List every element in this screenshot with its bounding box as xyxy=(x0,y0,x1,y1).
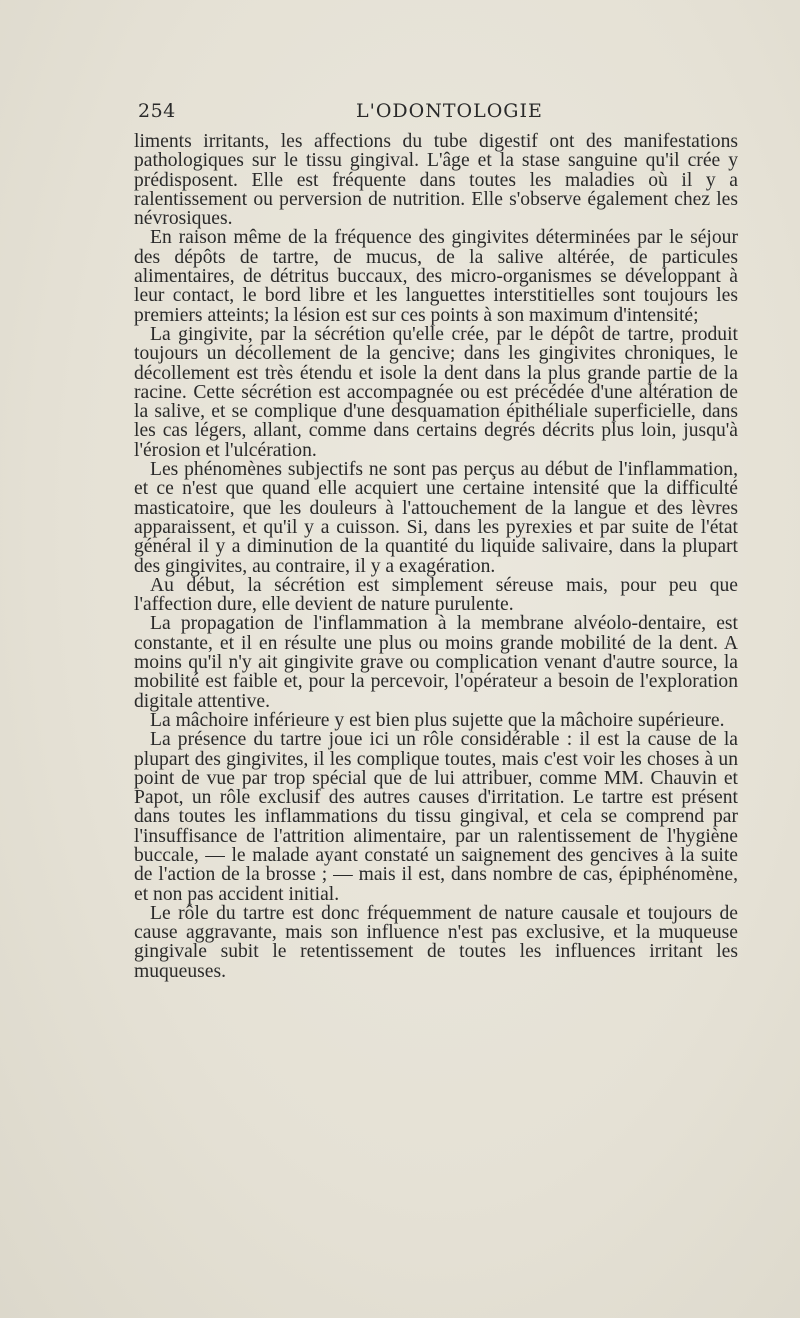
page-number: 254 xyxy=(138,100,176,122)
paragraph: En raison même de la fréquence des gingivites déterminées par le séjour des dépôts de tartre, de mucus, de la salive altérée, de particules alimentaires, de détritus buccaux, des micro-organismes se développant à leur contact, le bord libre et les languettes interstitielles sont toujours les premiers atteints; la lésion est sur ces points à son maximum d'intensité; xyxy=(134,227,738,326)
paragraph: Au début, la sécrétion est simplement séreuse mais, pour peu que l'affection dure, elle devient de nature purulente. xyxy=(134,574,738,616)
paragraph: La propagation de l'inflammation à la membrane alvéolo-dentaire, est constante, et il en résulte une plus ou moins grande mobilité de la dent. A moins qu'il n'y ait gingivite grave ou complication venant d'autre source, la mobilité est faible et, pour la percevoir, l'opérateur a besoin de l'exploration digitale attentive. xyxy=(134,613,738,712)
paragraph: Les phénomènes subjectifs ne sont pas perçus au début de l'inflammation, et ce n'est que quand elle acquiert une certaine intensité que la difficulté masticatoire, que les douleurs à l'attouchement de la langue et des lèvres apparaissent, et qu'il y a cuisson. Si, dans les pyrexies et par suite de l'état général il y a diminution de la quantité du liquide salivaire, dans la plupart des gingivites, au contraire, il y a exagération. xyxy=(134,459,738,577)
paragraph: La mâchoire inférieure y est bien plus sujette que la mâchoire supérieure. xyxy=(150,709,725,731)
paragraph: La gingivite, par la sécrétion qu'elle crée, par le dépôt de tartre, produit toujours un décollement de la gencive; dans les gingivites chroniques, le décollement est très étendu et isole la dent dans la plus grande partie de la racine. Cette sécrétion est accompagnée ou est précédée d'une altération de la salive, et se complique d'une desquamation épithéliale superficielle, dans les cas légers, allant, comme dans certains degrés décrits plus loin, jusqu'à l'érosion et l'ulcération. xyxy=(134,323,738,461)
paragraph: La présence du tartre joue ici un rôle considérable : il est la cause de la plupart des gingivites, il les complique toutes, mais c'est voir les choses à un point de vue par trop spécial que de lui attribuer, comme MM. Chauvin et Papot, un rôle exclusif des autres causes d'irritation. Le tartre est présent dans toutes les inflammations du tissu gingival, et cela se comprend par l'insuffisance de l'attrition alimentaire, par un ralentissement de l'hygiène buccale, — le malade ayant constaté un saignement des gencives à la suite de l'action de la brosse ; — mais il est, dans nombre de cas, épiphénomène, et non pas accident initial. xyxy=(134,729,738,905)
paragraph: Le rôle du tartre est donc fréquemment de nature causale et toujours de cause aggravante, mais son influence n'est pas exclusive, et la muqueuse gingivale subit le retentissement de toutes les influences irritant les muqueuses. xyxy=(134,902,738,982)
body-text xyxy=(134,132,738,981)
page-header xyxy=(124,100,736,128)
paragraph-continuation: liments irritants, les affections du tube digestif ont des manifestations pathologiques sur le tissu gingival. L'âge et la stase sanguine qu'il crée y prédisposent. Elle est fréquente dans toutes les maladies où il y a ralentissement ou perversion de nutrition. Elle s'observe également chez les névrosiques. xyxy=(134,131,738,230)
running-title: L'ODONTOLOGIE xyxy=(356,100,543,122)
